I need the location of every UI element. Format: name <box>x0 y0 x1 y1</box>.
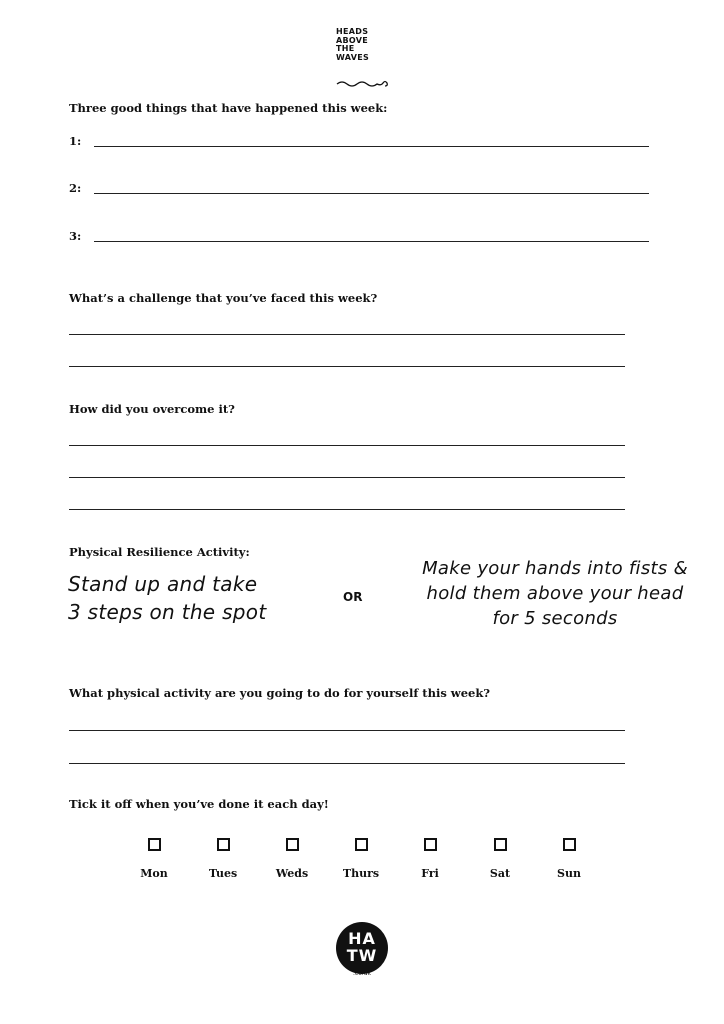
hatw-badge-logo <box>336 922 388 974</box>
challenge-line-1[interactable] <box>69 334 625 335</box>
logo-line-2: ABOVE <box>336 35 369 45</box>
good-thing-number-1: 1: <box>69 134 82 148</box>
day-fri <box>400 838 460 880</box>
resilience-option-a <box>68 570 266 626</box>
day-label-mon: Mon <box>140 867 168 880</box>
good-thing-number-3: 3: <box>69 229 82 243</box>
wave-icon <box>336 78 394 90</box>
day-label-weds: Weds <box>275 867 309 880</box>
challenge-line-2[interactable] <box>69 366 625 367</box>
day-label-sun: Sun <box>557 867 581 880</box>
day-weds <box>262 838 322 880</box>
checkbox-tues[interactable] <box>217 838 230 851</box>
checkbox-mon[interactable] <box>148 838 161 851</box>
logo-line-3: THE <box>336 44 355 53</box>
checkbox-fri[interactable] <box>424 838 437 851</box>
checkbox-sat[interactable] <box>494 838 507 851</box>
resilience-option-b <box>420 556 690 631</box>
checkbox-thurs[interactable] <box>355 838 368 851</box>
or-label: OR <box>343 590 363 604</box>
day-sun <box>539 838 599 880</box>
badge-domain: .co.uk <box>353 970 371 977</box>
day-mon <box>124 838 184 880</box>
good-thing-number-2: 2: <box>69 181 82 195</box>
checkbox-weds[interactable] <box>286 838 299 851</box>
day-tues <box>193 838 253 880</box>
day-sat <box>470 838 530 880</box>
option-b-line-3: for 5 seconds <box>492 608 618 629</box>
good-things-heading: Three good things that have happened this week: <box>69 101 388 115</box>
day-thurs <box>331 838 391 880</box>
day-label-sat: Sat <box>489 867 511 880</box>
activity-heading: What physical activity are you going to do for yourself this week? <box>69 686 491 700</box>
option-b-line-2: hold them above your head <box>426 583 684 604</box>
day-label-tues: Tues <box>208 867 238 880</box>
good-thing-line-1[interactable] <box>94 146 649 147</box>
logo-line-1: HEADS <box>336 27 369 36</box>
option-a-line-2: 3 steps on the spot <box>68 600 267 624</box>
checkbox-sun[interactable] <box>563 838 576 851</box>
overcome-line-3[interactable] <box>69 509 625 510</box>
overcome-line-1[interactable] <box>69 445 625 446</box>
day-label-thurs: Thurs <box>342 867 380 880</box>
badge-row-2: TW <box>346 946 378 965</box>
activity-line-2[interactable] <box>69 763 625 764</box>
day-label-fri: Fri <box>421 867 439 880</box>
overcome-line-2[interactable] <box>69 477 625 478</box>
tick-heading: Tick it off when you’ve done it each day! <box>69 797 329 811</box>
challenge-heading: What’s a challenge that you’ve faced this week? <box>69 291 378 305</box>
logo-line-4: WAVES <box>336 52 370 62</box>
good-thing-line-3[interactable] <box>94 241 649 242</box>
activity-line-1[interactable] <box>69 730 625 731</box>
overcome-heading: How did you overcome it? <box>69 402 235 416</box>
badge-row-1: HA <box>348 929 376 948</box>
option-b-line-1: Make your hands into fists & <box>422 558 688 579</box>
good-thing-line-2[interactable] <box>94 193 649 194</box>
resilience-heading: Physical Resilience Activity: <box>69 545 250 559</box>
option-a-line-1: Stand up and take <box>68 572 258 596</box>
heads-above-the-waves-logo <box>336 28 396 62</box>
